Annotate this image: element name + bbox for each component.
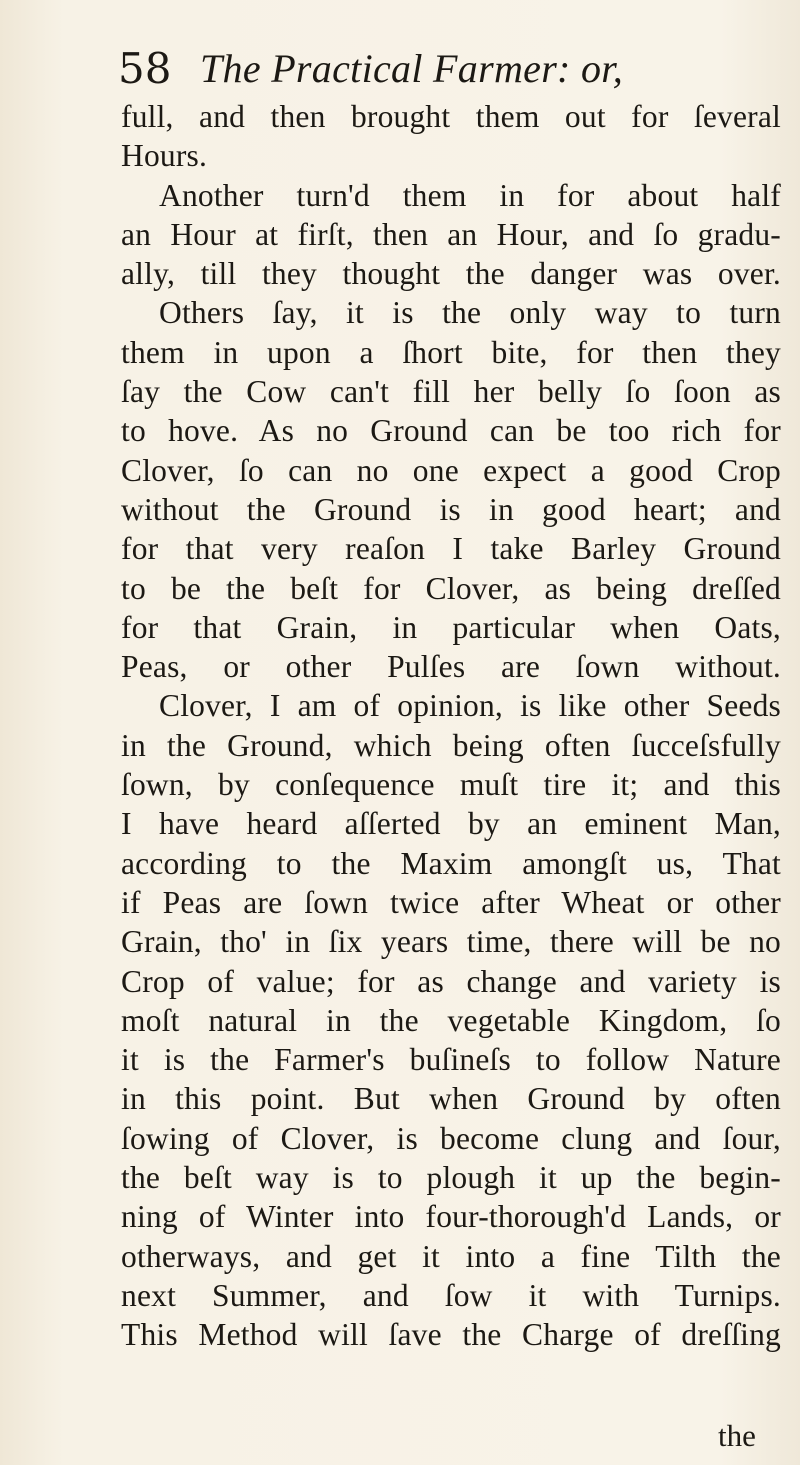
text-line: I have heard aſſerted by an eminent Man, — [121, 806, 781, 842]
text-line: for that Grain, in particular when Oats, — [121, 609, 781, 645]
text-line: Grain, tho' in ſix years time, there will be no — [121, 924, 781, 960]
text-line: without the Ground is in good heart; and — [121, 491, 781, 527]
text-line: next Summer, and ſow it with Turnips. — [121, 1277, 781, 1313]
text-line: according to the Maxim amongſt us, That — [121, 845, 781, 881]
text-line: Others ſay, it is the only way to turn — [159, 295, 781, 331]
text-line: in the Ground, which being often ſucceſsfully — [121, 727, 781, 763]
text-line: them in upon a ſhort bite, for then they — [121, 334, 781, 370]
text-line: for that very reaſon I take Barley Ground — [121, 531, 781, 567]
text-line: Peas, or other Pulſes are ſown without. — [121, 649, 781, 685]
text-line: moſt natural in the vegetable Kingdom, ſo — [121, 1002, 781, 1038]
text-line: Clover, ſo can no one expect a good Crop — [121, 452, 781, 488]
catchword: the — [718, 1418, 756, 1453]
text-line: Crop of value; for as change and variety is — [121, 963, 781, 999]
text-line: an Hour at firſt, then an Hour, and ſo gradu- — [121, 216, 781, 252]
text-line: ning of Winter into four-thorough'd Lands, or — [121, 1199, 781, 1235]
text-line: if Peas are ſown twice after Wheat or other — [121, 884, 781, 920]
running-title: The Practical Farmer: or, — [200, 46, 624, 91]
text-line: Hours. — [121, 138, 208, 174]
page-header — [118, 42, 718, 96]
page-number: 58 — [118, 44, 172, 93]
body-text — [121, 97, 781, 1355]
text-line: Another turn'd them in for about half — [159, 177, 781, 213]
text-line: to be the beſt for Clover, as being dreſſed — [121, 570, 781, 606]
text-line: full, and then brought them out for ſeveral — [121, 99, 781, 134]
text-line: it is the Farmer's buſineſs to follow Nature — [121, 1042, 781, 1078]
text-line: the beſt way is to plough it up the begin- — [121, 1160, 781, 1196]
text-line: ally, till they thought the danger was over. — [121, 256, 781, 292]
text-line: ſown, by conſequence muſt tire it; and this — [121, 767, 781, 803]
text-line: This Method will ſave the Charge of dreſſing — [121, 1317, 781, 1353]
text-line: otherways, and get it into a fine Tilth the — [121, 1238, 781, 1274]
text-line: ſay the Cow can't fill her belly ſo ſoon as — [121, 374, 781, 410]
text-line: Clover, I am of opinion, is like other Seeds — [159, 688, 781, 724]
text-line: in this point. But when Ground by often — [121, 1081, 781, 1117]
text-line: ſowing of Clover, is become clung and ſour, — [121, 1120, 781, 1156]
text-line: to hove. As no Ground can be too rich for — [121, 413, 781, 449]
